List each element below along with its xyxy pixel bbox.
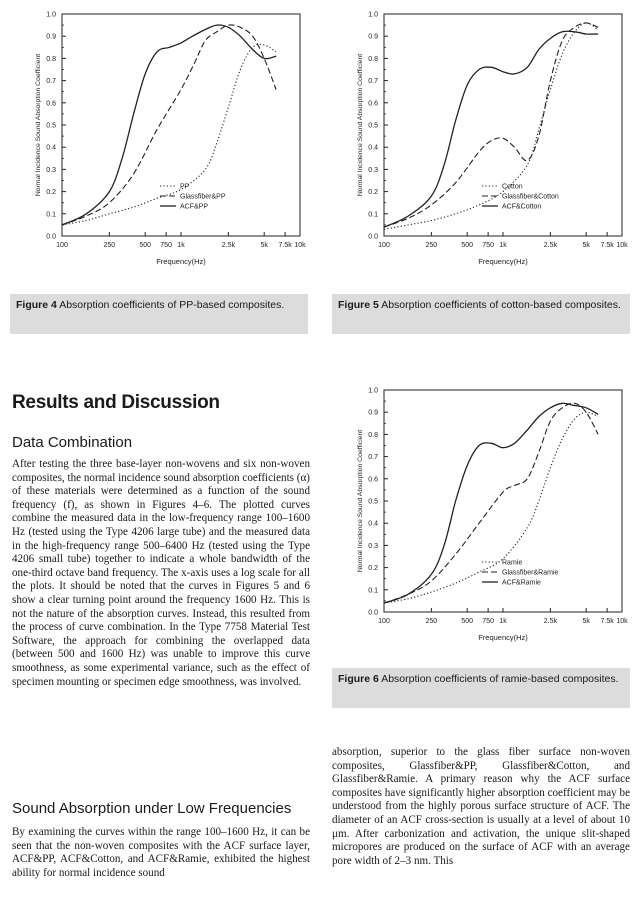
- y-tick-label: 0.8: [46, 55, 56, 63]
- y-tick-label: 0.9: [46, 33, 56, 41]
- y-tick-label: 0.5: [368, 122, 378, 130]
- figure-5-caption-text: Absorption coefficients of cotton-based composites.: [381, 299, 621, 311]
- y-tick-label: 0.3: [368, 166, 378, 174]
- x-tick-label: 5k: [582, 618, 590, 625]
- x-tick-label: 2.5k: [543, 618, 557, 625]
- y-tick-label: 0.2: [368, 565, 378, 573]
- figure-6-caption: [332, 668, 630, 708]
- figure-5-label: Figure 5: [338, 299, 379, 311]
- figure-5-chart: [322, 0, 640, 292]
- y-tick-label: 0.5: [46, 122, 56, 130]
- x-tick-label: 1k: [499, 618, 507, 625]
- legend-label-1: Glassfiber&Cotton: [502, 193, 559, 201]
- y-tick-label: 1.0: [368, 11, 378, 19]
- series-line-2: [62, 25, 276, 225]
- y-tick-label: 0.4: [368, 520, 378, 528]
- x-tick-label: 100: [378, 242, 390, 249]
- x-tick-label: 100: [56, 242, 68, 249]
- x-tick-label: 7.5k: [278, 242, 292, 249]
- x-axis-label: Frequency(Hz): [478, 257, 528, 266]
- y-tick-label: 0.8: [368, 431, 378, 439]
- x-tick-label: 1k: [499, 242, 507, 249]
- y-tick-label: 0.2: [46, 189, 56, 197]
- x-tick-label: 250: [425, 618, 438, 625]
- y-tick-label: 0.9: [368, 33, 378, 41]
- series-line-0: [62, 44, 276, 225]
- x-tick-label: 10k: [616, 618, 628, 625]
- figure-6-chart: [322, 376, 640, 668]
- figure-6-label: Figure 6: [338, 673, 379, 685]
- y-tick-label: 0.0: [46, 233, 56, 241]
- legend-label-0: Ramie: [502, 559, 523, 567]
- figure-4-chart: [0, 0, 318, 292]
- y-tick-label: 0.0: [368, 609, 378, 617]
- x-tick-label: 2.5k: [543, 242, 557, 249]
- x-tick-label: 100: [378, 618, 390, 625]
- x-tick-label: 500: [461, 242, 474, 249]
- x-tick-label: 10k: [616, 242, 628, 249]
- section-title: Results and Discussion: [12, 392, 220, 413]
- y-tick-label: 0.3: [368, 542, 378, 550]
- y-tick-label: 0.5: [368, 498, 378, 506]
- x-tick-label: 10k: [294, 242, 306, 249]
- x-tick-label: 250: [425, 242, 438, 249]
- legend-label-0: Cotton: [502, 183, 523, 191]
- x-tick-label: 250: [103, 242, 116, 249]
- x-tick-label: 7.5k: [600, 242, 614, 249]
- y-tick-label: 0.2: [368, 189, 378, 197]
- figure-4-caption: [10, 294, 308, 334]
- x-tick-label: 750: [482, 618, 494, 625]
- x-tick-label: 2.5k: [221, 242, 235, 249]
- y-tick-label: 0.4: [46, 144, 56, 152]
- series-line-2: [384, 31, 598, 227]
- series-line-1: [384, 403, 598, 603]
- x-tick-label: 5k: [260, 242, 268, 249]
- legend-label-2: ACF&Ramie: [502, 579, 541, 587]
- y-tick-label: 0.7: [368, 78, 378, 86]
- legend-label-0: PP: [180, 183, 190, 191]
- x-axis-label: Frequency(Hz): [478, 633, 528, 642]
- x-axis-label: Frequency(Hz): [156, 257, 206, 266]
- x-tick-label: 5k: [582, 242, 590, 249]
- legend-label-2: ACF&Cotton: [502, 203, 542, 211]
- paragraph-continued: absorption, superior to the glass fiber surface non-woven composites, Glassfiber&PP, Glassfiber&Cotton, and Glassfiber&Ramie. A primary reason why the ACF surface composites have significantly higher absorption coefficient may be understood from the highly porous surface structure of ACF. The diameter of an ACF cross-section is usually at a level of about 10 μm. After carbonization and activation, the unique slit-shaped micropores are produced on the surface of ACF with an average pore width of 2–3 nm. This: [332, 746, 630, 867]
- x-tick-label: 500: [139, 242, 152, 249]
- y-tick-label: 0.4: [368, 144, 378, 152]
- y-tick-label: 0.3: [46, 166, 56, 174]
- legend-label-2: ACF&PP: [180, 203, 209, 211]
- y-tick-label: 0.6: [368, 476, 378, 484]
- figure-4-label: Figure 4: [16, 299, 57, 311]
- y-tick-label: 0.7: [368, 454, 378, 462]
- y-tick-label: 0.9: [368, 409, 378, 417]
- figure-4-caption-text: Absorption coefficients of PP-based composites.: [59, 299, 285, 311]
- series-line-1: [62, 25, 276, 225]
- x-tick-label: 750: [160, 242, 172, 249]
- x-tick-label: 750: [482, 242, 494, 249]
- y-axis-label: Normal Incidence Sound Absorption Coefficient: [357, 429, 364, 573]
- y-tick-label: 0.7: [46, 78, 56, 86]
- series-line-0: [384, 23, 598, 229]
- y-axis-label: Normal Incidence Sound Absorption Coefficient: [357, 53, 364, 197]
- x-tick-label: 500: [461, 618, 474, 625]
- x-tick-label: 7.5k: [600, 618, 614, 625]
- legend-label-1: Glassfiber&PP: [180, 193, 226, 201]
- y-axis-label: Normal Incidence Sound Absorption Coefficient: [35, 53, 42, 197]
- y-tick-label: 0.6: [46, 100, 56, 108]
- legend-label-1: Glassfiber&Ramie: [502, 569, 559, 577]
- y-tick-label: 0.8: [368, 55, 378, 63]
- y-tick-label: 0.1: [368, 587, 378, 595]
- figure-5-caption: [332, 294, 630, 334]
- series-line-2: [384, 403, 598, 603]
- figure-6-caption-text: Absorption coefficients of ramie-based composites.: [381, 673, 619, 685]
- y-tick-label: 0.0: [368, 233, 378, 241]
- subsection-low-frequencies: Sound Absorption under Low Frequencies: [12, 800, 292, 817]
- x-tick-label: 1k: [177, 242, 185, 249]
- y-tick-label: 0.6: [368, 100, 378, 108]
- y-tick-label: 0.1: [368, 211, 378, 219]
- paragraph-data-combination: After testing the three base-layer non-wovens and six non-woven composites, the normal incidence sound absorption coefficients (α) of these materials were determined as a function of the sound frequency (f), as shown in Figures 4–6. The plotted curves combine the measured data in the low-frequency range 100–1600 Hz (tested using the Type 4206 large tube) and the measured data in the high-frequency range 500–6400 Hz (tested using the Type 4206 small tube) together to indicate a whole bandwidth of the one-third octave band frequency. The x-axis uses a log scale for all the plots. It should be noted that the curves in Figures 5 and 6 show a clear turning point around the frequency 1600 Hz. This is not the nature of the absorption curves. Instead, this resulted from the process of curve combination. In the Type 7758 Material Test Software, the approach for combining the overlapped data (between 500 and 1600 Hz) was unable to improve this curve smoothness, as some experimental variance, such as the effect of specimen mounting or specimen edge smoothness, was involved.: [12, 458, 310, 688]
- y-tick-label: 1.0: [368, 387, 378, 395]
- subsection-data-combination: Data Combination: [12, 434, 133, 451]
- y-tick-label: 0.1: [46, 211, 56, 219]
- paragraph-low-frequencies: By examining the curves within the range 100–1600 Hz, it can be seen that the non-woven composites with the ACF surface layer, ACF&PP, ACF&Cotton, and ACF&Ramie, exhibited the highest ability for normal incidence sound: [12, 826, 310, 879]
- y-tick-label: 1.0: [46, 11, 56, 19]
